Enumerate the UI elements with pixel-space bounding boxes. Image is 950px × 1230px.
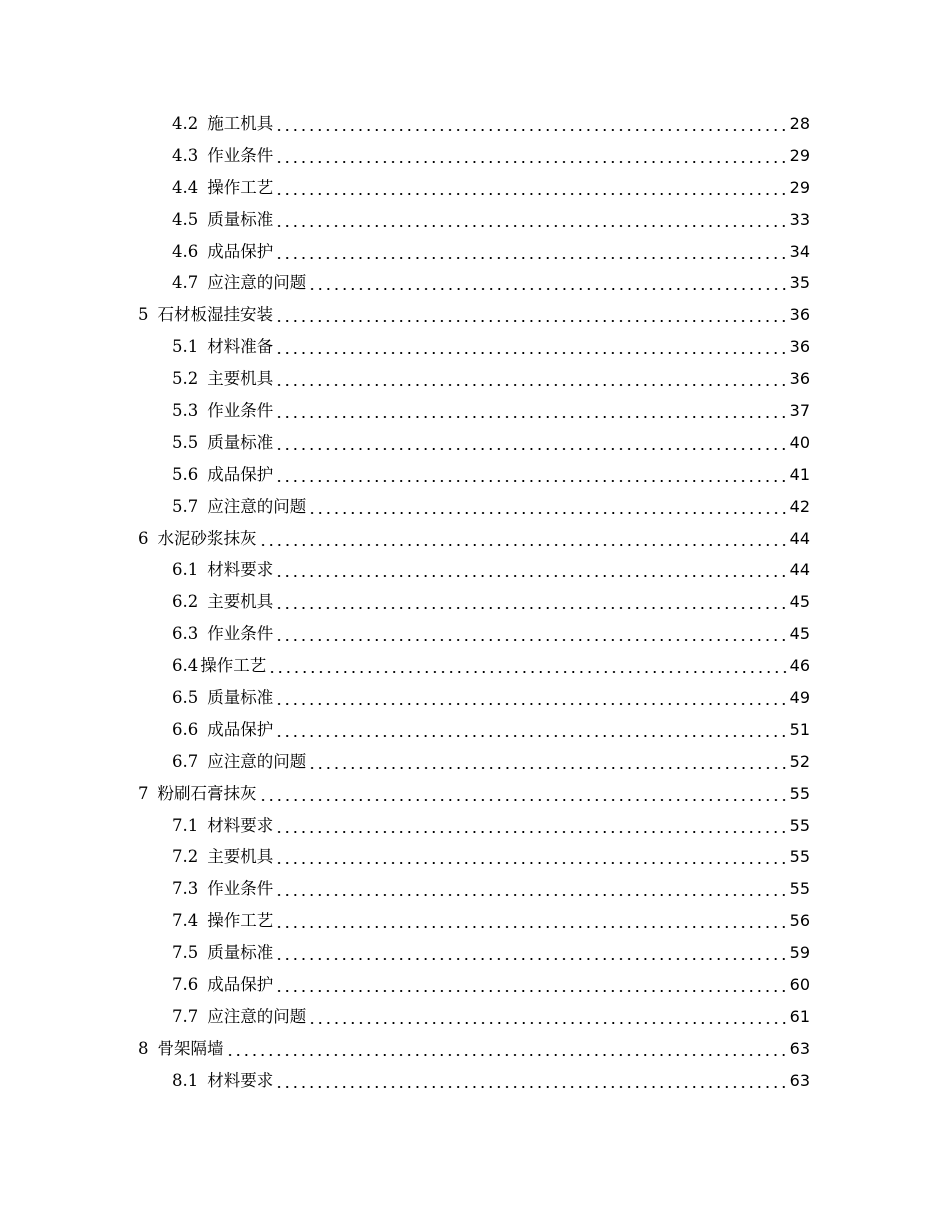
toc-entry-heading bbox=[172, 172, 273, 204]
toc-entry-title: 质量标准 bbox=[207, 943, 274, 963]
toc-dot-leader bbox=[308, 1022, 786, 1024]
toc-entry[interactable] bbox=[0, 363, 950, 395]
toc-entry-heading bbox=[138, 299, 273, 331]
toc-entry-number: 4.2 bbox=[172, 113, 199, 133]
toc-entry-page-number: 46 bbox=[789, 656, 810, 676]
toc-dot-leader bbox=[275, 990, 786, 992]
toc-entry-number: 6.2 bbox=[172, 592, 199, 612]
toc-dot-leader bbox=[275, 129, 786, 131]
toc-entry-heading bbox=[138, 523, 257, 555]
toc-entry-heading bbox=[172, 140, 273, 172]
toc-entry-number: 5.5 bbox=[172, 432, 199, 452]
toc-entry-number: 4.5 bbox=[172, 209, 199, 229]
toc-entry-page-number: 56 bbox=[789, 911, 810, 931]
toc-dot-leader bbox=[275, 161, 786, 163]
toc-entry-page-number: 45 bbox=[789, 624, 810, 644]
toc-entry-heading bbox=[172, 1065, 273, 1097]
toc-entry-heading bbox=[172, 491, 306, 523]
toc-dot-leader bbox=[268, 671, 786, 673]
toc-entry-number: 4.7 bbox=[172, 273, 199, 293]
toc-entry[interactable] bbox=[0, 523, 950, 555]
toc-entry-heading bbox=[172, 905, 273, 937]
toc-entry-number: 6.4 bbox=[172, 656, 199, 676]
toc-entry-heading bbox=[172, 618, 273, 650]
toc-entry[interactable] bbox=[0, 969, 950, 1001]
toc-entry[interactable] bbox=[0, 682, 950, 714]
toc-entry-page-number: 41 bbox=[789, 464, 810, 484]
toc-entry-title: 质量标准 bbox=[207, 432, 274, 452]
toc-entry-page-number: 55 bbox=[789, 815, 810, 835]
toc-entry-title: 作业条件 bbox=[207, 624, 274, 644]
toc-entry[interactable] bbox=[0, 778, 950, 810]
toc-dot-leader bbox=[275, 639, 786, 641]
toc-dot-leader bbox=[308, 767, 786, 769]
toc-entry[interactable] bbox=[0, 618, 950, 650]
toc-entry-number: 7.2 bbox=[172, 847, 199, 867]
toc-entry[interactable] bbox=[0, 746, 950, 778]
toc-dot-leader bbox=[259, 544, 787, 546]
toc-entry-title: 作业条件 bbox=[207, 879, 274, 899]
toc-entry-heading bbox=[172, 267, 306, 299]
toc-dot-leader bbox=[275, 862, 786, 864]
toc-entry[interactable] bbox=[0, 172, 950, 204]
toc-dot-leader bbox=[275, 926, 786, 928]
toc-dot-leader bbox=[308, 288, 786, 290]
toc-entry-heading bbox=[172, 108, 273, 140]
toc-dot-leader bbox=[275, 1086, 786, 1088]
toc-entry-heading bbox=[172, 746, 306, 778]
toc-entry-number: 6.7 bbox=[172, 751, 199, 771]
toc-entry-number: 8 bbox=[138, 1038, 149, 1058]
toc-entry-number: 4.3 bbox=[172, 145, 199, 165]
toc-entry[interactable] bbox=[0, 331, 950, 363]
toc-entry[interactable] bbox=[0, 299, 950, 331]
toc-entry-number: 5.1 bbox=[172, 337, 199, 357]
toc-dot-leader bbox=[275, 703, 786, 705]
toc-entry-page-number: 55 bbox=[789, 847, 810, 867]
toc-entry-page-number: 55 bbox=[789, 783, 810, 803]
toc-entry-page-number: 42 bbox=[789, 496, 810, 516]
toc-dot-leader bbox=[275, 607, 786, 609]
toc-entry-title: 水泥砂浆抹灰 bbox=[157, 528, 257, 548]
toc-entry[interactable] bbox=[0, 395, 950, 427]
toc-entry-page-number: 61 bbox=[789, 1006, 810, 1026]
toc-entry-title: 应注意的问题 bbox=[207, 273, 307, 293]
toc-entry-number: 7.1 bbox=[172, 815, 199, 835]
toc-dot-leader bbox=[275, 320, 787, 322]
toc-entry-heading bbox=[172, 714, 273, 746]
toc-entry-heading bbox=[172, 810, 273, 842]
toc-entry[interactable] bbox=[0, 905, 950, 937]
toc-entry-heading bbox=[138, 778, 257, 810]
toc-dot-leader bbox=[226, 1054, 787, 1056]
toc-entry-title: 作业条件 bbox=[207, 145, 274, 165]
toc-dot-leader bbox=[275, 480, 786, 482]
toc-entry-title: 成品保护 bbox=[207, 464, 274, 484]
toc-entry-page-number: 45 bbox=[789, 592, 810, 612]
toc-entry-number: 4.4 bbox=[172, 177, 199, 197]
toc-entry-title: 应注意的问题 bbox=[207, 1006, 307, 1026]
toc-entry-title: 应注意的问题 bbox=[207, 496, 307, 516]
toc-entry-heading bbox=[172, 459, 273, 491]
toc-entry[interactable] bbox=[0, 108, 950, 140]
toc-entry-page-number: 63 bbox=[789, 1038, 810, 1058]
toc-entry-number: 6.5 bbox=[172, 687, 199, 707]
toc-dot-leader bbox=[275, 575, 786, 577]
toc-dot-leader bbox=[275, 448, 786, 450]
toc-entry[interactable] bbox=[0, 554, 950, 586]
toc-entry-heading bbox=[172, 395, 273, 427]
toc-entry-number: 6.3 bbox=[172, 624, 199, 644]
toc-entry-title: 主要机具 bbox=[207, 847, 274, 867]
toc-entry[interactable] bbox=[0, 1001, 950, 1033]
toc-entry-title: 质量标准 bbox=[207, 209, 274, 229]
toc-entry-number: 7.7 bbox=[172, 1006, 199, 1026]
toc-entry-number: 4.6 bbox=[172, 241, 199, 261]
toc-entry-number: 6 bbox=[138, 528, 149, 548]
toc-entry-page-number: 52 bbox=[789, 751, 810, 771]
toc-entry-page-number: 34 bbox=[789, 241, 810, 261]
toc-dot-leader bbox=[275, 257, 786, 259]
toc-entry[interactable] bbox=[0, 937, 950, 969]
toc-entry-page-number: 29 bbox=[789, 145, 810, 165]
toc-entry[interactable] bbox=[0, 491, 950, 523]
toc-dot-leader bbox=[259, 799, 787, 801]
toc-entry-number: 7.6 bbox=[172, 975, 199, 994]
toc-entry-page-number: 40 bbox=[789, 432, 810, 452]
toc-entry-title: 骨架隔墙 bbox=[157, 1038, 224, 1058]
toc-dot-leader bbox=[308, 512, 786, 514]
table-of-contents bbox=[0, 108, 950, 1097]
toc-entry-page-number: 59 bbox=[789, 943, 810, 963]
toc-entry[interactable] bbox=[0, 267, 950, 299]
toc-entry[interactable] bbox=[0, 586, 950, 618]
toc-entry[interactable] bbox=[0, 236, 950, 268]
toc-entry-heading bbox=[138, 1033, 224, 1065]
toc-entry[interactable] bbox=[0, 810, 950, 842]
toc-entry-number: 7.5 bbox=[172, 943, 199, 963]
toc-entry-heading bbox=[172, 682, 273, 714]
toc-entry-number: 7.3 bbox=[172, 879, 199, 899]
toc-entry-title: 成品保护 bbox=[207, 241, 274, 261]
toc-entry-title: 粉刷石膏抹灰 bbox=[157, 783, 257, 803]
toc-entry-heading bbox=[172, 650, 266, 682]
toc-entry-number: 5 bbox=[138, 305, 149, 325]
toc-entry-page-number: 36 bbox=[789, 337, 810, 357]
toc-entry-number: 5.6 bbox=[172, 464, 199, 484]
toc-entry[interactable] bbox=[0, 204, 950, 236]
toc-entry-page-number: 28 bbox=[789, 113, 810, 133]
toc-entry-page-number: 37 bbox=[789, 400, 810, 420]
toc-entry-page-number: 36 bbox=[789, 369, 810, 389]
toc-dot-leader bbox=[275, 894, 786, 896]
toc-entry[interactable] bbox=[0, 841, 950, 873]
toc-entry-title: 成品保护 bbox=[207, 719, 274, 739]
toc-entry-number: 6.1 bbox=[172, 560, 199, 580]
toc-entry-page-number: 35 bbox=[789, 273, 810, 293]
toc-entry-title: 作业条件 bbox=[207, 400, 274, 420]
toc-dot-leader bbox=[275, 416, 786, 418]
toc-entry-title: 材料准备 bbox=[207, 337, 274, 357]
toc-entry-title: 材料要求 bbox=[207, 560, 274, 580]
toc-entry-page-number: 49 bbox=[789, 687, 810, 707]
toc-entry-heading bbox=[172, 1001, 306, 1033]
toc-entry-title: 施工机具 bbox=[207, 113, 274, 133]
toc-dot-leader bbox=[275, 384, 786, 386]
toc-entry-heading bbox=[172, 331, 273, 363]
toc-entry-title: 操作工艺 bbox=[207, 177, 274, 197]
toc-entry-number: 7.4 bbox=[172, 911, 199, 931]
toc-entry-page-number: 63 bbox=[789, 1070, 810, 1090]
toc-entry-heading bbox=[172, 873, 273, 905]
toc-entry-heading bbox=[172, 841, 273, 873]
toc-dot-leader bbox=[275, 831, 786, 833]
toc-entry-title: 材料要求 bbox=[207, 1070, 274, 1090]
toc-entry-heading bbox=[172, 427, 273, 459]
toc-entry-title: 应注意的问题 bbox=[207, 751, 307, 771]
toc-entry-title: 操作工艺 bbox=[207, 911, 274, 931]
toc-dot-leader bbox=[275, 225, 786, 227]
toc-dot-leader bbox=[275, 352, 786, 354]
toc-entry-title: 主要机具 bbox=[207, 592, 274, 612]
toc-entry-page-number: 44 bbox=[789, 528, 810, 548]
toc-entry[interactable] bbox=[0, 459, 950, 491]
toc-entry-page-number: 51 bbox=[789, 719, 810, 739]
toc-entry-number: 6.6 bbox=[172, 719, 199, 739]
toc-dot-leader bbox=[275, 193, 786, 195]
toc-entry-number: 8.1 bbox=[172, 1070, 199, 1090]
toc-entry-page-number: 55 bbox=[789, 879, 810, 899]
toc-entry-page-number: 36 bbox=[789, 305, 810, 325]
toc-dot-leader bbox=[275, 958, 786, 960]
toc-entry-heading bbox=[172, 969, 273, 1001]
toc-entry-number: 5.2 bbox=[172, 369, 199, 389]
toc-entry-heading bbox=[172, 937, 273, 969]
toc-entry[interactable] bbox=[0, 714, 950, 746]
toc-entry-heading bbox=[172, 363, 273, 395]
toc-entry[interactable] bbox=[0, 1033, 950, 1065]
toc-entry-title: 质量标准 bbox=[207, 687, 274, 707]
toc-entry[interactable] bbox=[0, 427, 950, 459]
toc-entry-title: 主要机具 bbox=[207, 369, 274, 389]
toc-entry[interactable] bbox=[0, 873, 950, 905]
toc-entry-heading bbox=[172, 586, 273, 618]
toc-dot-leader bbox=[275, 735, 786, 737]
toc-entry-page-number: 60 bbox=[789, 975, 810, 994]
toc-entry-heading bbox=[172, 204, 273, 236]
toc-entry[interactable] bbox=[0, 140, 950, 172]
toc-entry-number: 7 bbox=[138, 783, 149, 803]
toc-entry[interactable] bbox=[0, 1065, 950, 1097]
toc-entry-number: 5.3 bbox=[172, 400, 199, 420]
toc-entry-heading bbox=[172, 236, 273, 268]
toc-entry-heading bbox=[172, 554, 273, 586]
toc-entry-page-number: 44 bbox=[789, 560, 810, 580]
toc-entry-title: 成品保护 bbox=[207, 975, 274, 994]
toc-entry-title: 操作工艺 bbox=[200, 656, 267, 676]
toc-entry-page-number: 29 bbox=[789, 177, 810, 197]
toc-entry-title: 石材板湿挂安装 bbox=[157, 305, 273, 325]
toc-entry[interactable] bbox=[0, 650, 950, 682]
toc-entry-page-number: 33 bbox=[789, 209, 810, 229]
toc-entry-title: 材料要求 bbox=[207, 815, 274, 835]
toc-entry-number: 5.7 bbox=[172, 496, 199, 516]
